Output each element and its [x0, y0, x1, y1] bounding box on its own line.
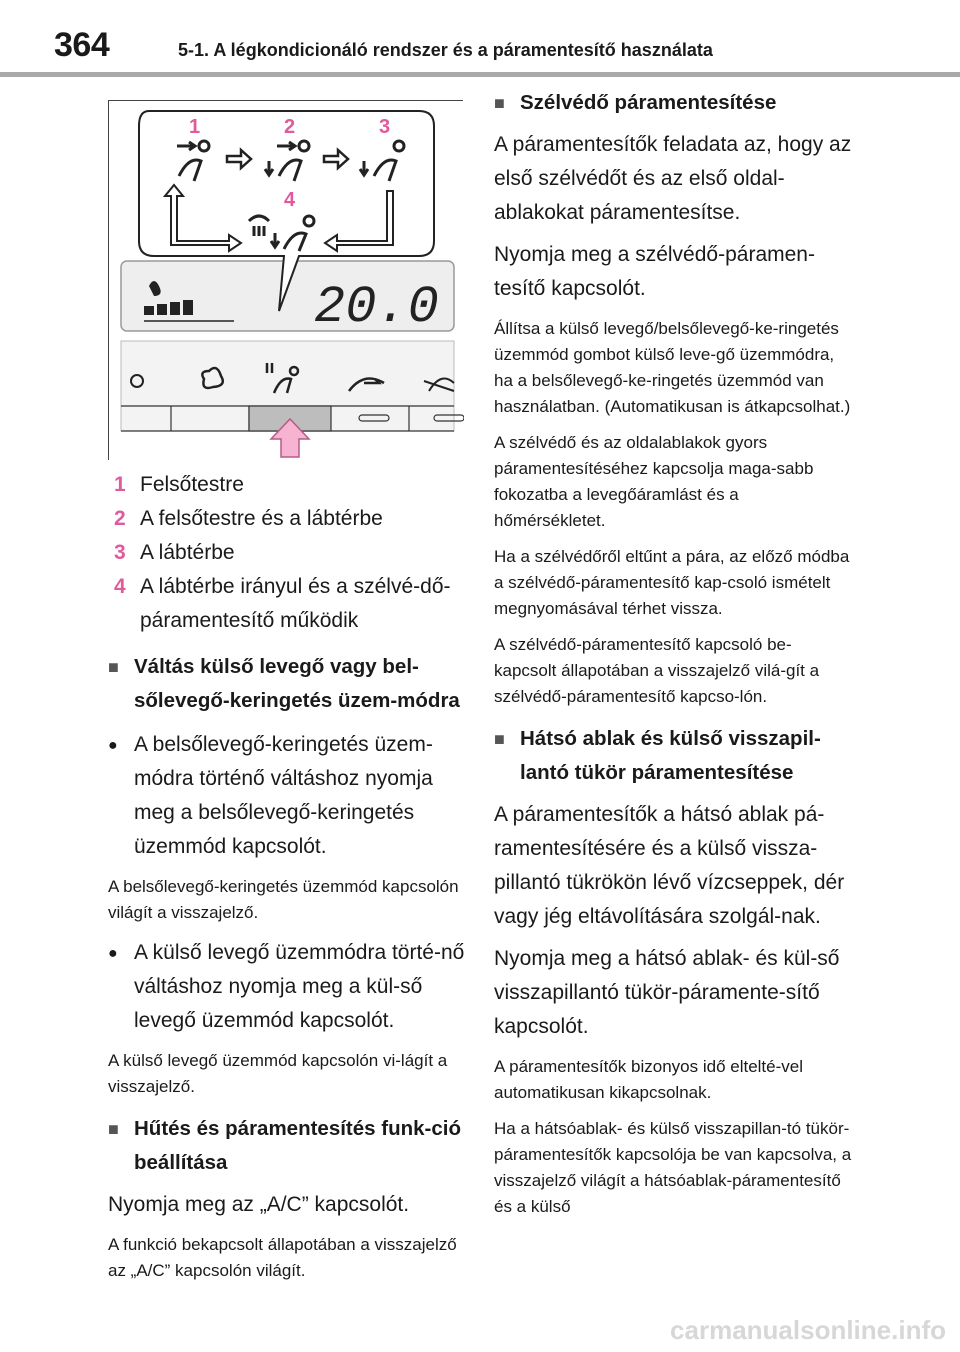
list-item	[108, 502, 468, 536]
climate-panel-illustration	[109, 101, 464, 461]
bullet-item	[108, 728, 468, 864]
page-header	[0, 0, 960, 78]
section-title: 5-1. A légkondicionáló rendszer és a páramentesítő használata	[178, 40, 713, 60]
note-text: A szélvédő és az oldalablakok gyors páramentesítéséhez kapcsolja maga-sabb fokozatba a levegőáramlást és a hőmérsékletet.	[494, 433, 814, 530]
square-bullet-icon: ■	[494, 93, 505, 113]
list-item	[108, 468, 468, 502]
body-text: Nyomja meg a szélvédő-páramen-tesítő kapcsolót.	[494, 243, 815, 300]
heading-text: Hátsó ablak és külső visszapil-lantó tükör páramentesítése	[520, 727, 821, 784]
bullet-text: A belsőlevegő-keringetés üzem-módra történő váltáshoz nyomja meg a belsőlevegő-keringetés üzemmód kapcsolót.	[134, 733, 433, 858]
note-text: A szélvédő-páramentesítő kapcsoló be-kapcsolt állapotában a visszajelző vilá-gít a szélvédő-páramentesítő kapcso-lón.	[494, 635, 820, 706]
list-text: A lábtérbe	[140, 541, 235, 564]
callout-4: 4	[284, 189, 296, 211]
note-text: A külső levegő üzemmód kapcsolón vi-lágít a visszajelző.	[108, 1051, 448, 1096]
note-text: A páramentesítők bizonyos idő eltelté-vel automatikusan kikapcsolnak.	[494, 1057, 804, 1102]
mode-list	[108, 468, 468, 638]
list-text: A lábtérbe irányul és a szélvé-dő-páramentesítő működik	[140, 575, 451, 632]
list-text: Felsőtestre	[140, 473, 244, 496]
list-item	[108, 536, 468, 570]
note-text: A funkció bekapcsolt állapotában a visszajelző az „A/C” kapcsolón világít.	[108, 1235, 457, 1280]
list-number: 3	[114, 541, 126, 564]
heading-text: Hűtés és páramentesítés funk-ció beállítása	[134, 1117, 461, 1174]
list-number: 4	[114, 575, 126, 598]
body-text: Nyomja meg a hátsó ablak- és kül-ső visszapillantó tükör-páramente-sítő kapcsolót.	[494, 947, 840, 1038]
callout-3: 3	[379, 116, 391, 138]
climate-control-figure	[108, 100, 463, 460]
list-number: 1	[114, 473, 126, 496]
heading-text: Szélvédő páramentesítése	[520, 91, 777, 114]
section-heading	[494, 86, 854, 120]
list-item	[108, 570, 468, 638]
header-divider	[0, 72, 960, 77]
list-number: 2	[114, 507, 126, 530]
callout-2: 2	[284, 116, 296, 138]
page-number: 364	[54, 26, 110, 64]
body-text: Nyomja meg az „A/C” kapcsolót.	[108, 1193, 410, 1216]
square-bullet-icon: ■	[108, 1119, 119, 1139]
dot-bullet-icon: ●	[108, 737, 118, 754]
square-bullet-icon: ■	[108, 657, 119, 677]
note-text: Ha a szélvédőről eltűnt a pára, az előző módba a szélvédő-páramentesítő kap-csoló ismételt megnyomásával térhet vissza.	[494, 547, 850, 618]
temperature-display: 20.0	[314, 278, 439, 337]
note-text: Állítsa a külső levegő/belsőlevegő-ke-ringetés üzemmód gombot külső leve-gő üzemmódra, ha a belsőlevegő-ke-ringetés üzemmód van használatban. (Automatikusan is átkapcsolhat.)	[494, 319, 851, 416]
bullet-item	[108, 936, 468, 1038]
left-column	[108, 100, 468, 1284]
body-text: A páramentesítők feladata az, hogy az első szélvédőt és az első oldal-ablakokat páramentesítse.	[494, 133, 852, 224]
watermark-logo: carmanualsonline.info	[670, 1315, 946, 1345]
callout-1: 1	[189, 116, 201, 138]
section-heading	[108, 650, 468, 718]
section-heading	[108, 1112, 468, 1180]
dot-bullet-icon: ●	[108, 945, 118, 962]
square-bullet-icon: ■	[494, 729, 505, 749]
right-column	[494, 86, 854, 1220]
list-text: A felsőtestre és a lábtérbe	[140, 507, 383, 530]
heading-text: Váltás külső levegő vagy bel-sőlevegő-keringetés üzem-módra	[134, 655, 460, 712]
note-text: Ha a hátsóablak- és külső visszapillan-tó tükör-páramentesítők kapcsolója be van kapcsolva, a visszajelző világít a hátsóablak-páramentesítő és a külső	[494, 1119, 852, 1216]
note-text: A belsőlevegő-keringetés üzemmód kapcsolón világít a visszajelző.	[108, 877, 459, 922]
section-heading	[494, 722, 854, 790]
bullet-text: A külső levegő üzemmódra törté-nő váltáshoz nyomja meg a kül-ső levegő üzemmód kapcsolót.	[134, 941, 465, 1032]
body-text: A páramentesítők a hátsó ablak pá-ramentesítésére és a külső vissza-pillantó tükrökön lévő vízcseppek, dér vagy jég eltávolítására szolgál-nak.	[494, 803, 845, 928]
